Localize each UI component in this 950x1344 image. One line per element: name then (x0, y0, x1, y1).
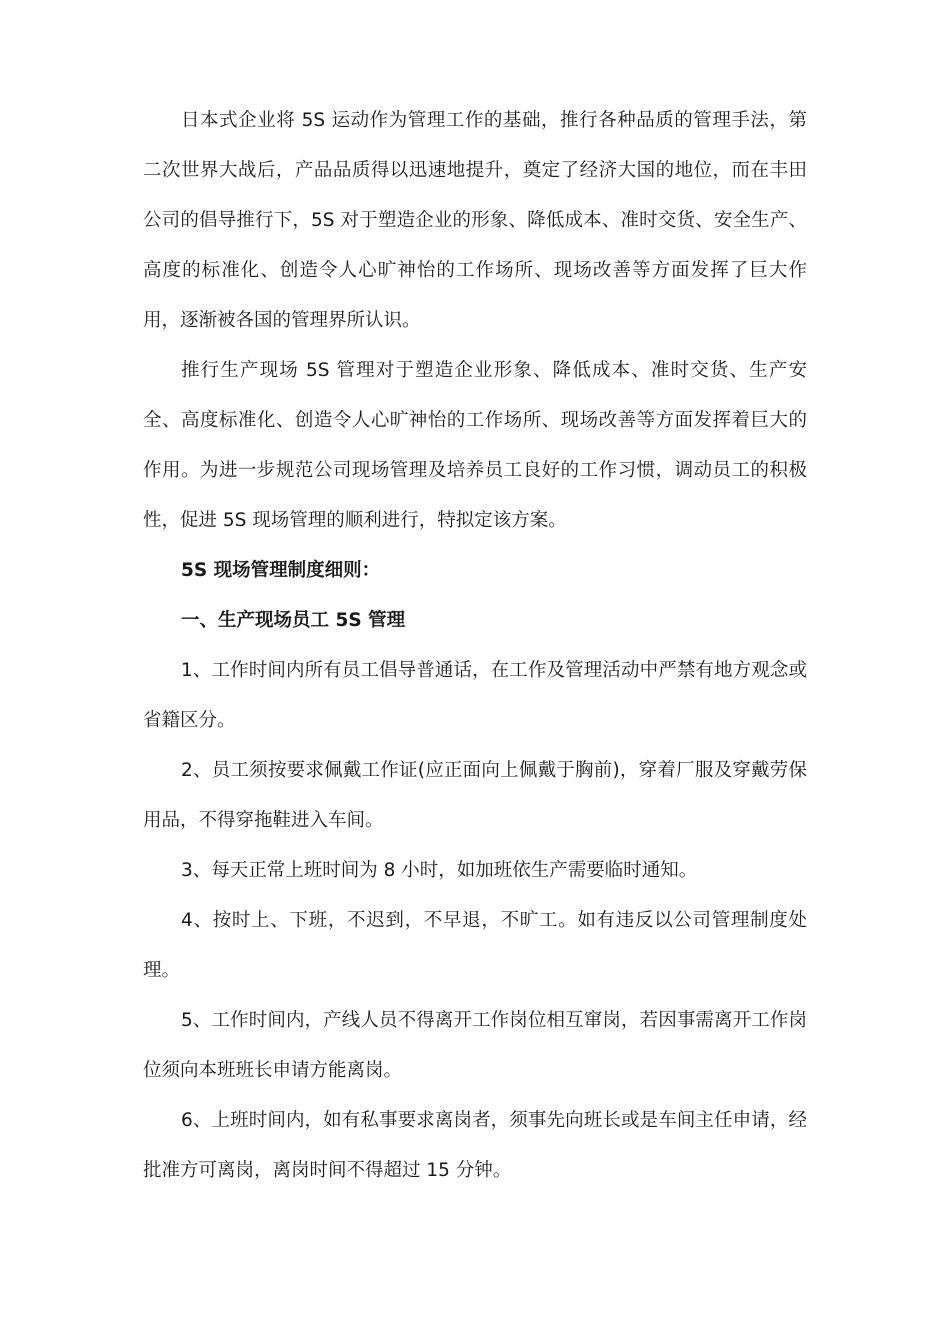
rule-item-2: 2、员工须按要求佩戴工作证(应正面向上佩戴于胸前)，穿着厂服及穿戴劳保用品，不得穿拖鞋进入车间。 (143, 760, 807, 831)
subsection-heading: 一、生产现场员工 5S 管理 (181, 610, 406, 631)
rule-item-5: 5、工作时间内，产线人员不得离开工作岗位相互窜岗，若因事需离开工作岗位须向本班班长申请方能离岗。 (143, 1010, 807, 1081)
document-page (143, 96, 807, 1196)
rule-item-6: 6、上班时间内，如有私事要求离岗者，须事先向班长或是车间主任申请，经批准方可离岗，离岗时间不得超过 15 分钟。 (143, 1110, 807, 1181)
rule-item-3: 3、每天正常上班时间为 8 小时，如加班依生产需要临时通知。 (181, 860, 698, 881)
intro-paragraph-1: 日本式企业将 5S 运动作为管理工作的基础，推行各种品质的管理手法，第二次世界大战后，产品品质得以迅速地提升，奠定了经济大国的地位，而在丰田公司的倡导推行下，5S 对于塑造企业的形象、降低成本、准时交货、安全生产、高度的标准化、创造令人心旷神怡的工作场所、现场改善等方面发挥了巨大作用，逐渐被各国的管理界所认识。 (143, 110, 807, 331)
section-heading: 5S 现场管理制度细则： (181, 560, 381, 581)
rule-item-4: 4、按时上、下班，不迟到，不早退，不旷工。如有违反以公司管理制度处理。 (143, 910, 807, 981)
rule-item-1: 1、工作时间内所有员工倡导普通话，在工作及管理活动中严禁有地方观念或省籍区分。 (143, 660, 807, 731)
intro-paragraph-2: 推行生产现场 5S 管理对于塑造企业形象、降低成本、准时交货、生产安全、高度标准化、创造令人心旷神怡的工作场所、现场改善等方面发挥着巨大的作用。为进一步规范公司现场管理及培养员工良好的工作习惯，调动员工的积极性，促进 5S 现场管理的顺利进行，特拟定该方案。 (143, 360, 807, 531)
